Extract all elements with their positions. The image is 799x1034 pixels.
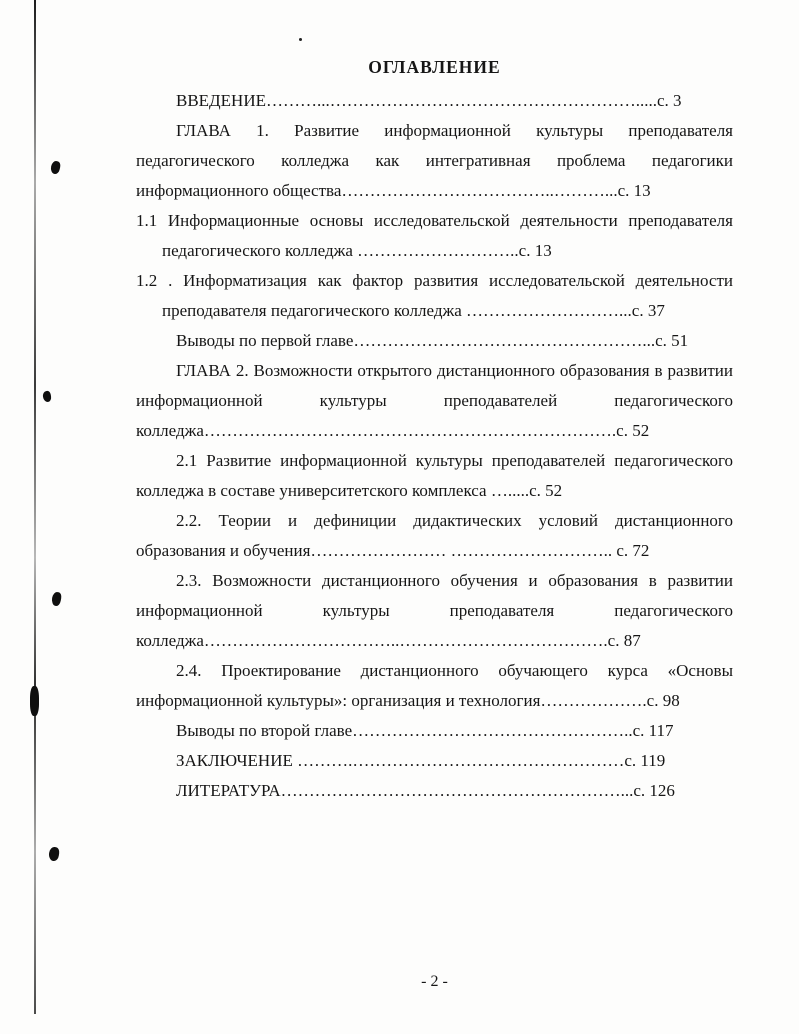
toc-entries xyxy=(136,86,733,806)
ink-blob-artifact xyxy=(48,846,60,861)
toc-entry: ГЛАВА 1. Развитие информационной культуры преподавателя педагогического колледжа как интегративная проблема педагогики информационного общества………………………………..………...с. 13 xyxy=(136,121,733,200)
toc-entry: 2.2. Теории и дефиниции дидактических условий дистанционного образования и обучения…………………… ……………………….. с. 72 xyxy=(136,511,733,560)
ink-blob-artifact xyxy=(51,591,62,606)
toc-entry: ЛИТЕРАТУРА……………………………………………………...с. 126 xyxy=(176,781,675,800)
toc-entry: 1.1 Информационные основы исследовательской деятельности преподавателя педагогического колледжа ………………………..с. 13 xyxy=(136,211,733,260)
scan-edge-line-artifact xyxy=(34,0,36,1014)
toc-entry: 1.2 . Информатизация как фактор развития исследовательской деятельности преподавателя педагогического колледжа ………………………...с. 37 xyxy=(136,271,733,320)
toc-entry: 2.4. Проектирование дистанционного обучающего курса «Основы информационной культуры»: организация и технология……………….с. 98 xyxy=(136,661,733,710)
toc-title: ОГЛАВЛЕНИЕ xyxy=(368,57,501,77)
toc-entry: Выводы по первой главе……………………………………………...с. 51 xyxy=(176,331,689,350)
toc-entry: ВВЕДЕНИЕ………...……………………………………………….....с. 3 xyxy=(176,91,682,110)
toc-entry: 2.1 Развитие информационной культуры преподавателей педагогического колледжа в составе университетского комплекса ….....с. 52 xyxy=(136,451,733,500)
toc-content xyxy=(136,52,733,806)
ink-blob-artifact xyxy=(50,160,62,175)
toc-entry: 2.3. Возможности дистанционного обучения и образования в развитии информационной культуры преподавателя педагогического колледжа……………………………..……………………………….с. 87 xyxy=(136,571,733,650)
toc-entry: ЗАКЛЮЧЕНИЕ ……….…………………………………………с. 119 xyxy=(176,751,666,770)
ink-blob-artifact xyxy=(42,390,51,402)
ink-blob-artifact xyxy=(30,686,39,716)
toc-entry: ГЛАВА 2. Возможности открытого дистанционного образования в развитии информационной культуры преподавателей педагогического колледжа……………………………………………………………….с. 52 xyxy=(136,361,733,440)
stray-dot-artifact xyxy=(299,38,302,41)
toc-entry: Выводы по второй главе…………………………………………..с. 117 xyxy=(176,721,674,740)
page-number: - 2 - xyxy=(421,973,448,990)
